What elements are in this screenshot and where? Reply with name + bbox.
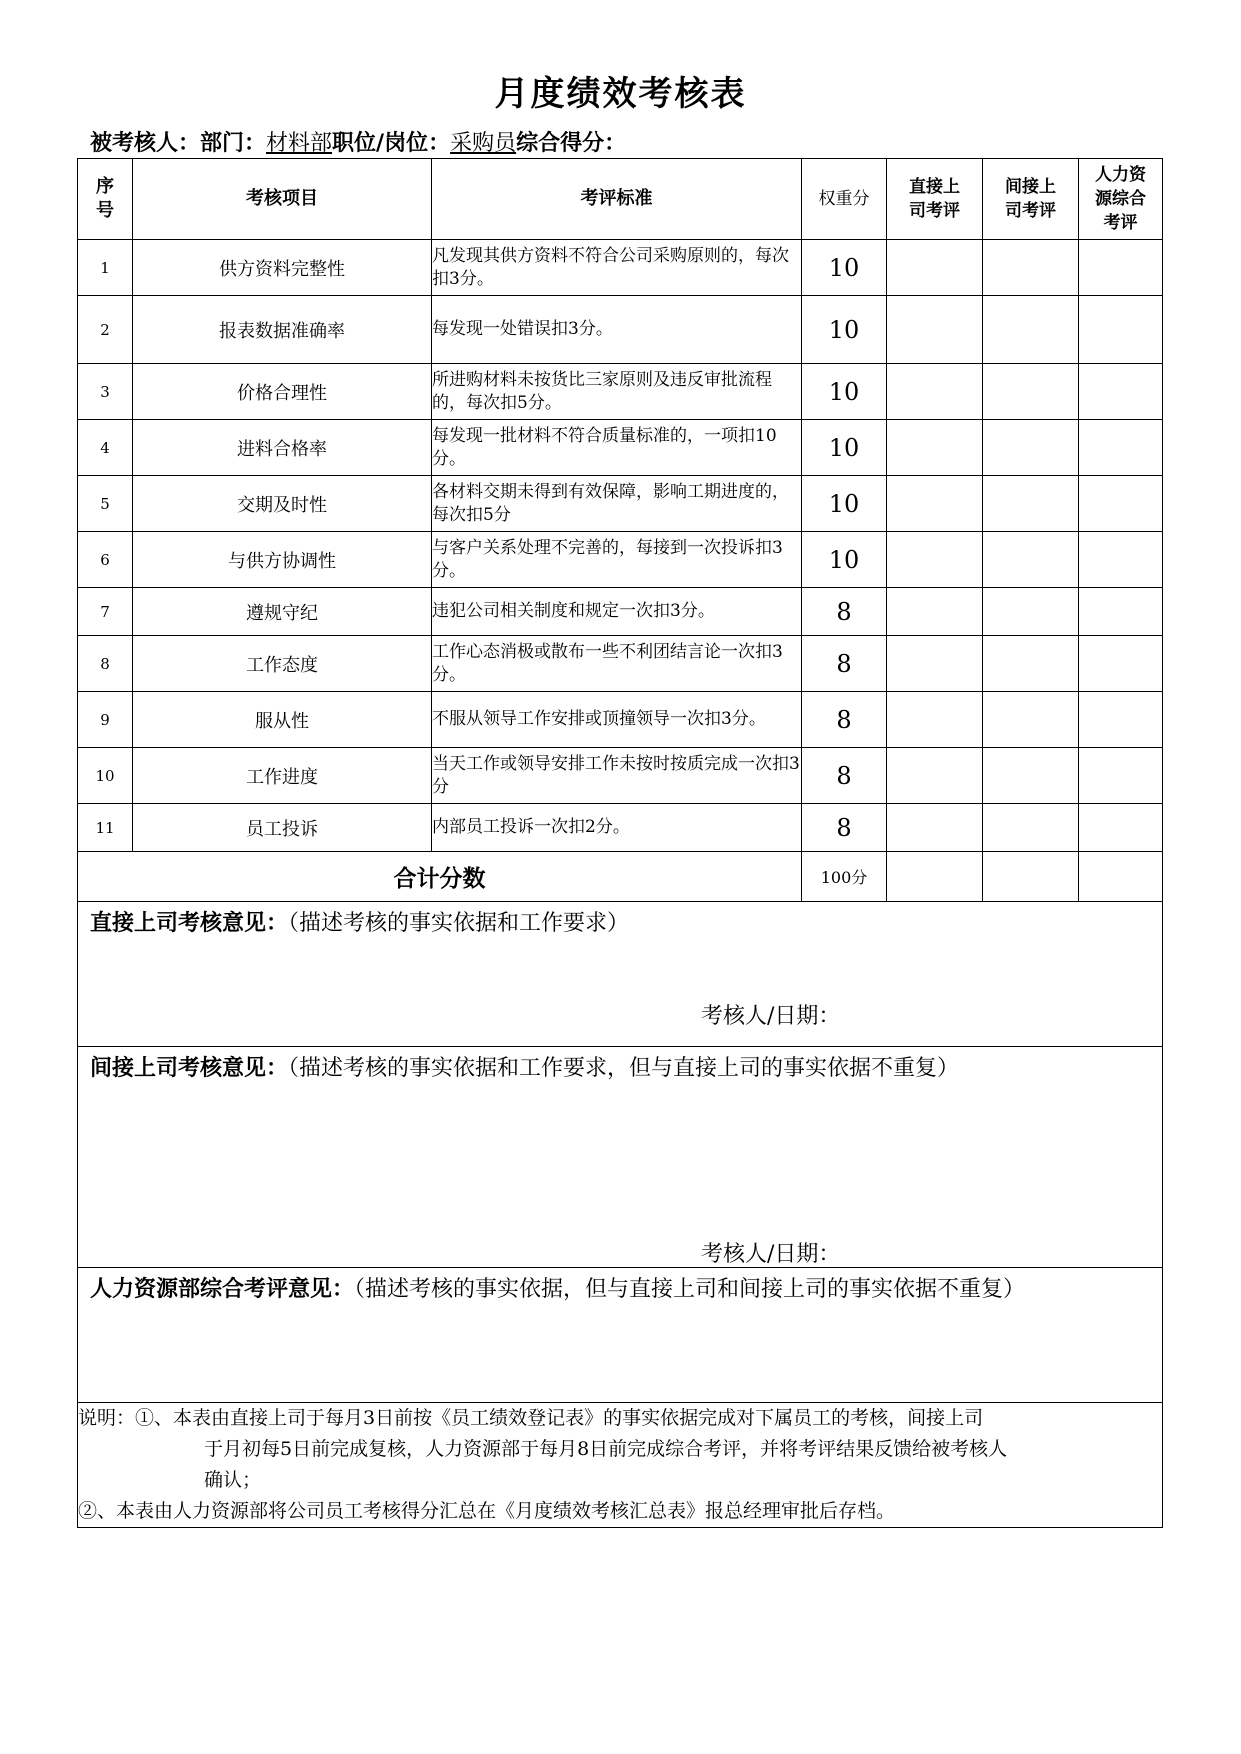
indirect-opinion-signer: 考核人/日期： bbox=[701, 1242, 841, 1267]
row-criteria: 违犯公司相关制度和规定一次扣3分。 bbox=[432, 588, 802, 636]
row-indirect-eval-cell[interactable] bbox=[983, 588, 1079, 636]
row-hr-eval-cell[interactable] bbox=[1079, 636, 1163, 692]
row-criteria: 所进购材料未按货比三家原则及违反审批流程的，每次扣5分。 bbox=[432, 364, 802, 420]
row-indirect-eval-cell[interactable] bbox=[983, 420, 1079, 476]
total-direct-cell[interactable] bbox=[887, 852, 983, 902]
row-item: 与供方协调性 bbox=[133, 532, 432, 588]
hr-opinion-row bbox=[78, 1268, 1163, 1403]
direct-opinion-heading bbox=[90, 906, 629, 937]
indirect-opinion-row bbox=[78, 1047, 1163, 1268]
note-line-1: 说明：①、本表由直接上司于每月3日前按《员工绩效登记表》的事实依据完成对下属员工的考核，间接上司 bbox=[78, 1407, 984, 1429]
row-direct-eval-cell[interactable] bbox=[887, 476, 983, 532]
hr-opinion-box[interactable] bbox=[78, 1268, 1163, 1403]
indirect-opinion-box[interactable] bbox=[78, 1047, 1163, 1268]
row-hr-eval-cell[interactable] bbox=[1079, 532, 1163, 588]
row-hr-eval-cell[interactable] bbox=[1079, 240, 1163, 296]
row-indirect-eval-cell[interactable] bbox=[983, 804, 1079, 852]
table-row bbox=[78, 364, 1163, 420]
row-direct-eval-cell[interactable] bbox=[887, 532, 983, 588]
row-criteria: 每发现一批材料不符合质量标准的，一项扣10分。 bbox=[432, 420, 802, 476]
dept-value[interactable]: 材料部 bbox=[266, 131, 333, 156]
row-direct-eval-cell[interactable] bbox=[887, 420, 983, 476]
table-row bbox=[78, 588, 1163, 636]
row-direct-eval-cell[interactable] bbox=[887, 748, 983, 804]
direct-opinion-box[interactable] bbox=[78, 902, 1163, 1047]
page-title: 月度绩效考核表 bbox=[494, 74, 747, 114]
header-weight: 权重分 bbox=[802, 159, 887, 240]
table-row bbox=[78, 692, 1163, 748]
row-direct-eval-cell[interactable] bbox=[887, 692, 983, 748]
row-number: 6 bbox=[78, 532, 133, 588]
row-indirect-eval-cell[interactable] bbox=[983, 364, 1079, 420]
row-number: 11 bbox=[78, 804, 133, 852]
row-item: 进料合格率 bbox=[133, 420, 432, 476]
direct-opinion-signer: 考核人/日期： bbox=[701, 1004, 841, 1029]
indirect-opinion-heading bbox=[90, 1051, 959, 1082]
row-item: 交期及时性 bbox=[133, 476, 432, 532]
row-item: 报表数据准确率 bbox=[133, 296, 432, 364]
dept-label: 部门： bbox=[200, 131, 267, 156]
header-hr-eval: 人力资源综合考评 bbox=[1079, 159, 1163, 240]
row-weight: 8 bbox=[802, 588, 887, 636]
indirect-opinion-title: 间接上司考核意见： bbox=[90, 1056, 289, 1081]
row-direct-eval-cell[interactable] bbox=[887, 364, 983, 420]
row-hr-eval-cell[interactable] bbox=[1079, 692, 1163, 748]
position-label: 职位/岗位： bbox=[332, 131, 451, 156]
row-weight: 10 bbox=[802, 240, 887, 296]
row-weight: 10 bbox=[802, 420, 887, 476]
total-value: 100分 bbox=[802, 852, 887, 902]
row-indirect-eval-cell[interactable] bbox=[983, 748, 1079, 804]
total-indirect-cell[interactable] bbox=[983, 852, 1079, 902]
row-item: 工作态度 bbox=[133, 636, 432, 692]
evaluation-table bbox=[77, 158, 1163, 1528]
row-hr-eval-cell[interactable] bbox=[1079, 296, 1163, 364]
row-weight: 10 bbox=[802, 476, 887, 532]
note-line-2: 于月初每5日前完成复核，人力资源部于每月8日前完成综合考评，并将考评结果反馈给被考核人 bbox=[204, 1438, 1008, 1460]
table-row bbox=[78, 636, 1163, 692]
row-indirect-eval-cell[interactable] bbox=[983, 240, 1079, 296]
position-value[interactable]: 采购员 bbox=[450, 131, 517, 156]
total-row bbox=[78, 852, 1163, 902]
row-item: 服从性 bbox=[133, 692, 432, 748]
row-weight: 10 bbox=[802, 364, 887, 420]
table-row bbox=[78, 476, 1163, 532]
row-direct-eval-cell[interactable] bbox=[887, 240, 983, 296]
row-item: 员工投诉 bbox=[133, 804, 432, 852]
row-indirect-eval-cell[interactable] bbox=[983, 692, 1079, 748]
row-criteria: 与客户关系处理不完善的，每接到一次投诉扣3分。 bbox=[432, 532, 802, 588]
table-row bbox=[78, 804, 1163, 852]
row-number: 1 bbox=[78, 240, 133, 296]
total-hr-cell[interactable] bbox=[1079, 852, 1163, 902]
row-number: 4 bbox=[78, 420, 133, 476]
table-row bbox=[78, 420, 1163, 476]
row-criteria: 凡发现其供方资料不符合公司采购原则的，每次扣3分。 bbox=[432, 240, 802, 296]
row-hr-eval-cell[interactable] bbox=[1079, 476, 1163, 532]
row-indirect-eval-cell[interactable] bbox=[983, 636, 1079, 692]
notes-row bbox=[78, 1403, 1163, 1528]
row-weight: 10 bbox=[802, 532, 887, 588]
row-direct-eval-cell[interactable] bbox=[887, 804, 983, 852]
notes-box bbox=[78, 1403, 1163, 1528]
row-hr-eval-cell[interactable] bbox=[1079, 748, 1163, 804]
header-no: 序号 bbox=[78, 159, 133, 240]
table-row bbox=[78, 296, 1163, 364]
row-hr-eval-cell[interactable] bbox=[1079, 364, 1163, 420]
row-direct-eval-cell[interactable] bbox=[887, 296, 983, 364]
table-row bbox=[78, 532, 1163, 588]
table-row bbox=[78, 748, 1163, 804]
examinee-info bbox=[90, 126, 626, 157]
row-hr-eval-cell[interactable] bbox=[1079, 588, 1163, 636]
row-criteria: 每发现一处错误扣3分。 bbox=[432, 296, 802, 364]
row-hr-eval-cell[interactable] bbox=[1079, 804, 1163, 852]
row-criteria: 不服从领导工作安排或顶撞领导一次扣3分。 bbox=[432, 692, 802, 748]
direct-opinion-desc: （描述考核的事实依据和工作要求） bbox=[288, 911, 630, 936]
note-line-4: ②、本表由人力资源部将公司员工考核得分汇总在《月度绩效考核汇总表》报总经理审批后存档。 bbox=[78, 1500, 896, 1522]
row-criteria: 当天工作或领导安排工作未按时按质完成一次扣3分 bbox=[432, 748, 802, 804]
row-number: 10 bbox=[78, 748, 133, 804]
row-weight: 8 bbox=[802, 692, 887, 748]
row-number: 5 bbox=[78, 476, 133, 532]
direct-opinion-title: 直接上司考核意见： bbox=[90, 911, 289, 936]
row-weight: 8 bbox=[802, 636, 887, 692]
header-row bbox=[78, 159, 1163, 240]
row-item: 价格合理性 bbox=[133, 364, 432, 420]
row-weight: 8 bbox=[802, 804, 887, 852]
hr-opinion-desc: （描述考核的事实依据，但与直接上司和间接上司的事实依据不重复） bbox=[354, 1277, 1026, 1302]
row-number: 3 bbox=[78, 364, 133, 420]
table-row bbox=[78, 240, 1163, 296]
row-item: 遵规守纪 bbox=[133, 588, 432, 636]
row-criteria: 内部员工投诉一次扣2分。 bbox=[432, 804, 802, 852]
row-hr-eval-cell[interactable] bbox=[1079, 420, 1163, 476]
hr-opinion-title: 人力资源部综合考评意见： bbox=[90, 1277, 355, 1302]
row-indirect-eval-cell[interactable] bbox=[983, 532, 1079, 588]
row-number: 7 bbox=[78, 588, 133, 636]
row-number: 9 bbox=[78, 692, 133, 748]
row-item: 供方资料完整性 bbox=[133, 240, 432, 296]
row-direct-eval-cell[interactable] bbox=[887, 636, 983, 692]
examinee-label: 被考核人： bbox=[90, 131, 201, 156]
row-criteria: 工作心态消极或散布一些不利团结言论一次扣3分。 bbox=[432, 636, 802, 692]
note-line-3: 确认； bbox=[204, 1469, 262, 1491]
hr-opinion-heading bbox=[90, 1272, 1025, 1303]
row-direct-eval-cell[interactable] bbox=[887, 588, 983, 636]
row-criteria: 各材料交期未得到有效保障，影响工期进度的，每次扣5分 bbox=[432, 476, 802, 532]
total-label: 合计分数 bbox=[78, 852, 802, 902]
row-indirect-eval-cell[interactable] bbox=[983, 476, 1079, 532]
row-weight: 10 bbox=[802, 296, 887, 364]
direct-opinion-row bbox=[78, 902, 1163, 1047]
indirect-opinion-desc: （描述考核的事实依据和工作要求，但与直接上司的事实依据不重复） bbox=[288, 1056, 960, 1081]
header-criteria: 考评标准 bbox=[432, 159, 802, 240]
row-indirect-eval-cell[interactable] bbox=[983, 296, 1079, 364]
header-indirect-eval: 间接上司考评 bbox=[983, 159, 1079, 240]
row-number: 8 bbox=[78, 636, 133, 692]
row-number: 2 bbox=[78, 296, 133, 364]
score-label: 综合得分： bbox=[516, 131, 627, 156]
header-item: 考核项目 bbox=[133, 159, 432, 240]
row-item: 工作进度 bbox=[133, 748, 432, 804]
header-direct-eval: 直接上司考评 bbox=[887, 159, 983, 240]
row-weight: 8 bbox=[802, 748, 887, 804]
